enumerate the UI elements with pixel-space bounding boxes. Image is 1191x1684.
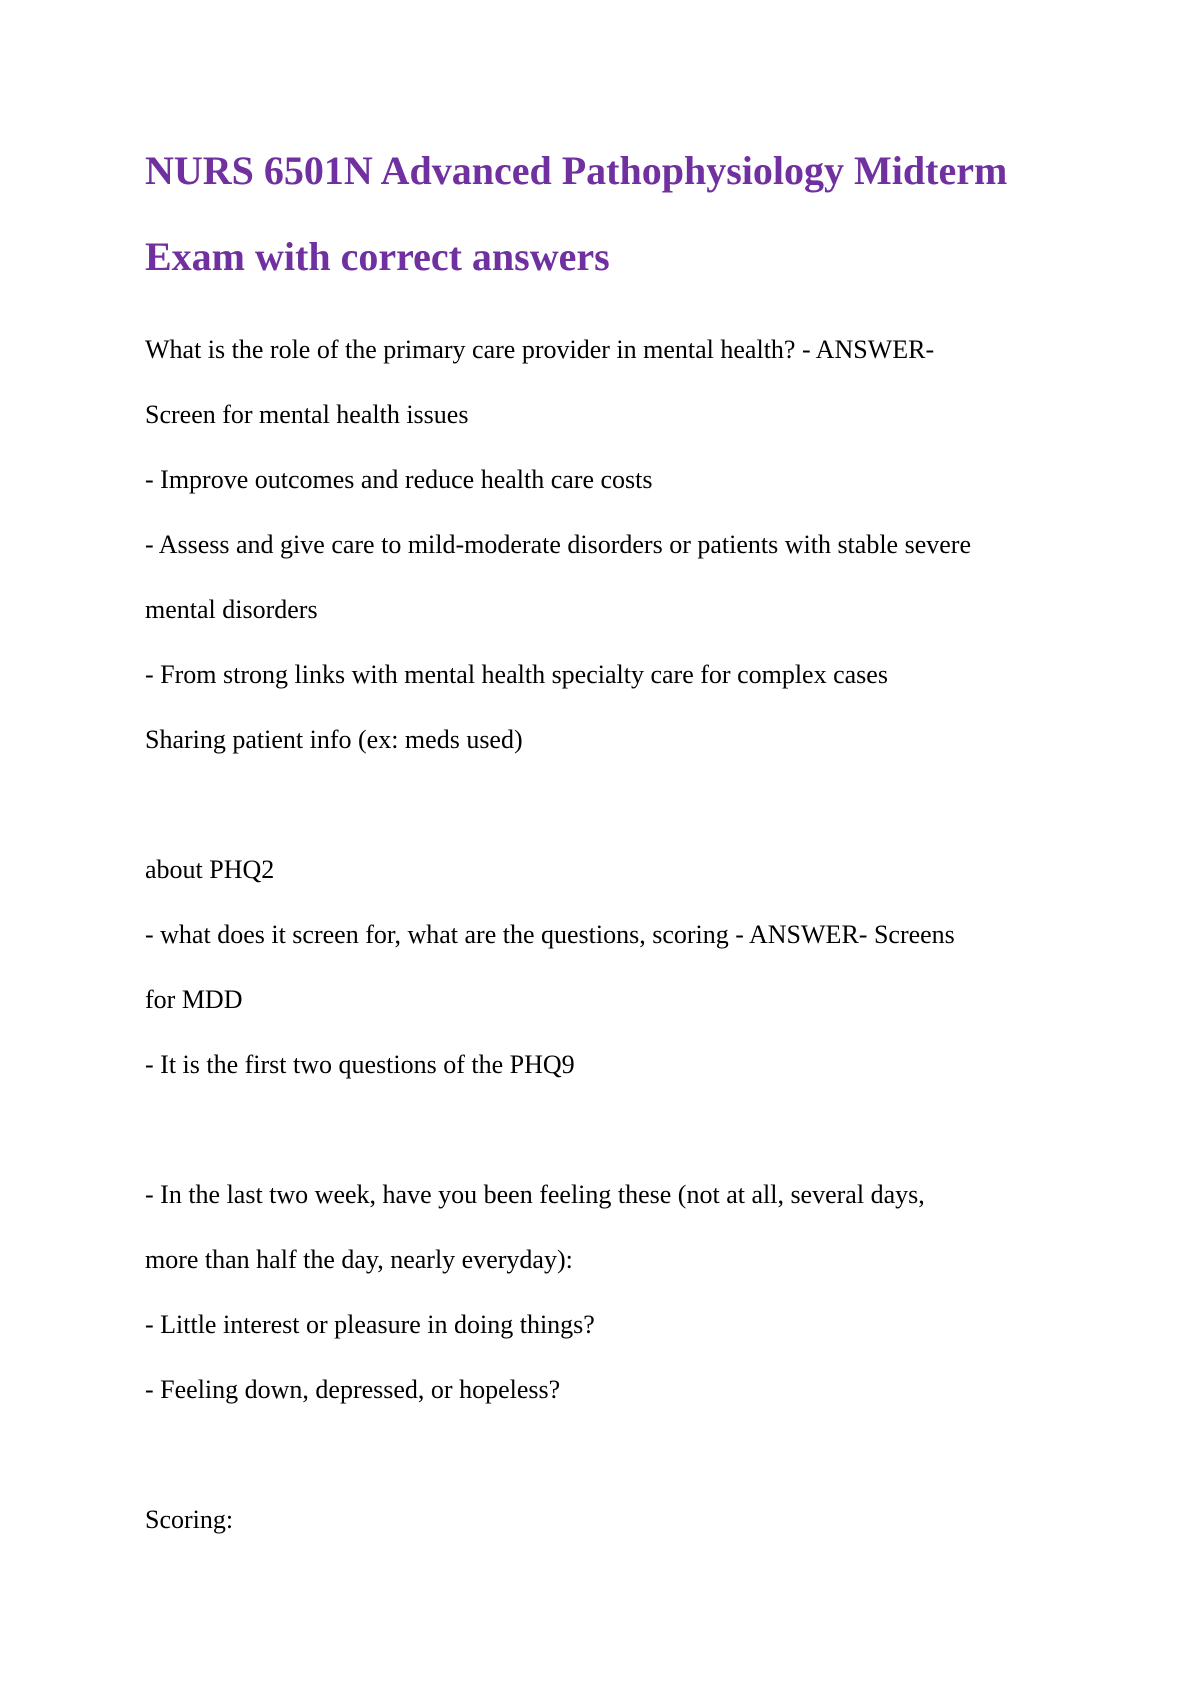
body-line: more than half the day, nearly everyday): bbox=[145, 1245, 573, 1274]
body-line: - Improve outcomes and reduce health care costs bbox=[145, 465, 653, 494]
body-line: - In the last two week, have you been feeling these (not at all, several days, bbox=[145, 1180, 925, 1209]
body-line: What is the role of the primary care provider in mental health? - ANSWER- bbox=[145, 335, 935, 364]
document-title-line-2: Exam with correct answers bbox=[145, 234, 610, 279]
body-line: - what does it screen for, what are the questions, scoring - ANSWER- Screens bbox=[145, 920, 955, 949]
body-line: about PHQ2 bbox=[145, 855, 275, 884]
body-line: Screen for mental health issues bbox=[145, 400, 469, 429]
body-line: Sharing patient info (ex: meds used) bbox=[145, 725, 523, 754]
body-line: - Little interest or pleasure in doing things? bbox=[145, 1310, 595, 1339]
body-line: - It is the first two questions of the PHQ9 bbox=[145, 1050, 575, 1079]
body-line: - Assess and give care to mild-moderate disorders or patients with stable severe bbox=[145, 530, 971, 559]
document-title-line-1: NURS 6501N Advanced Pathophysiology Midterm bbox=[145, 148, 1008, 193]
body-line: for MDD bbox=[145, 985, 243, 1014]
body-line: mental disorders bbox=[145, 595, 318, 624]
body-line: Scoring: bbox=[145, 1505, 234, 1534]
body-line: - Feeling down, depressed, or hopeless? bbox=[145, 1375, 561, 1404]
body-line: - From strong links with mental health specialty care for complex cases bbox=[145, 660, 888, 689]
